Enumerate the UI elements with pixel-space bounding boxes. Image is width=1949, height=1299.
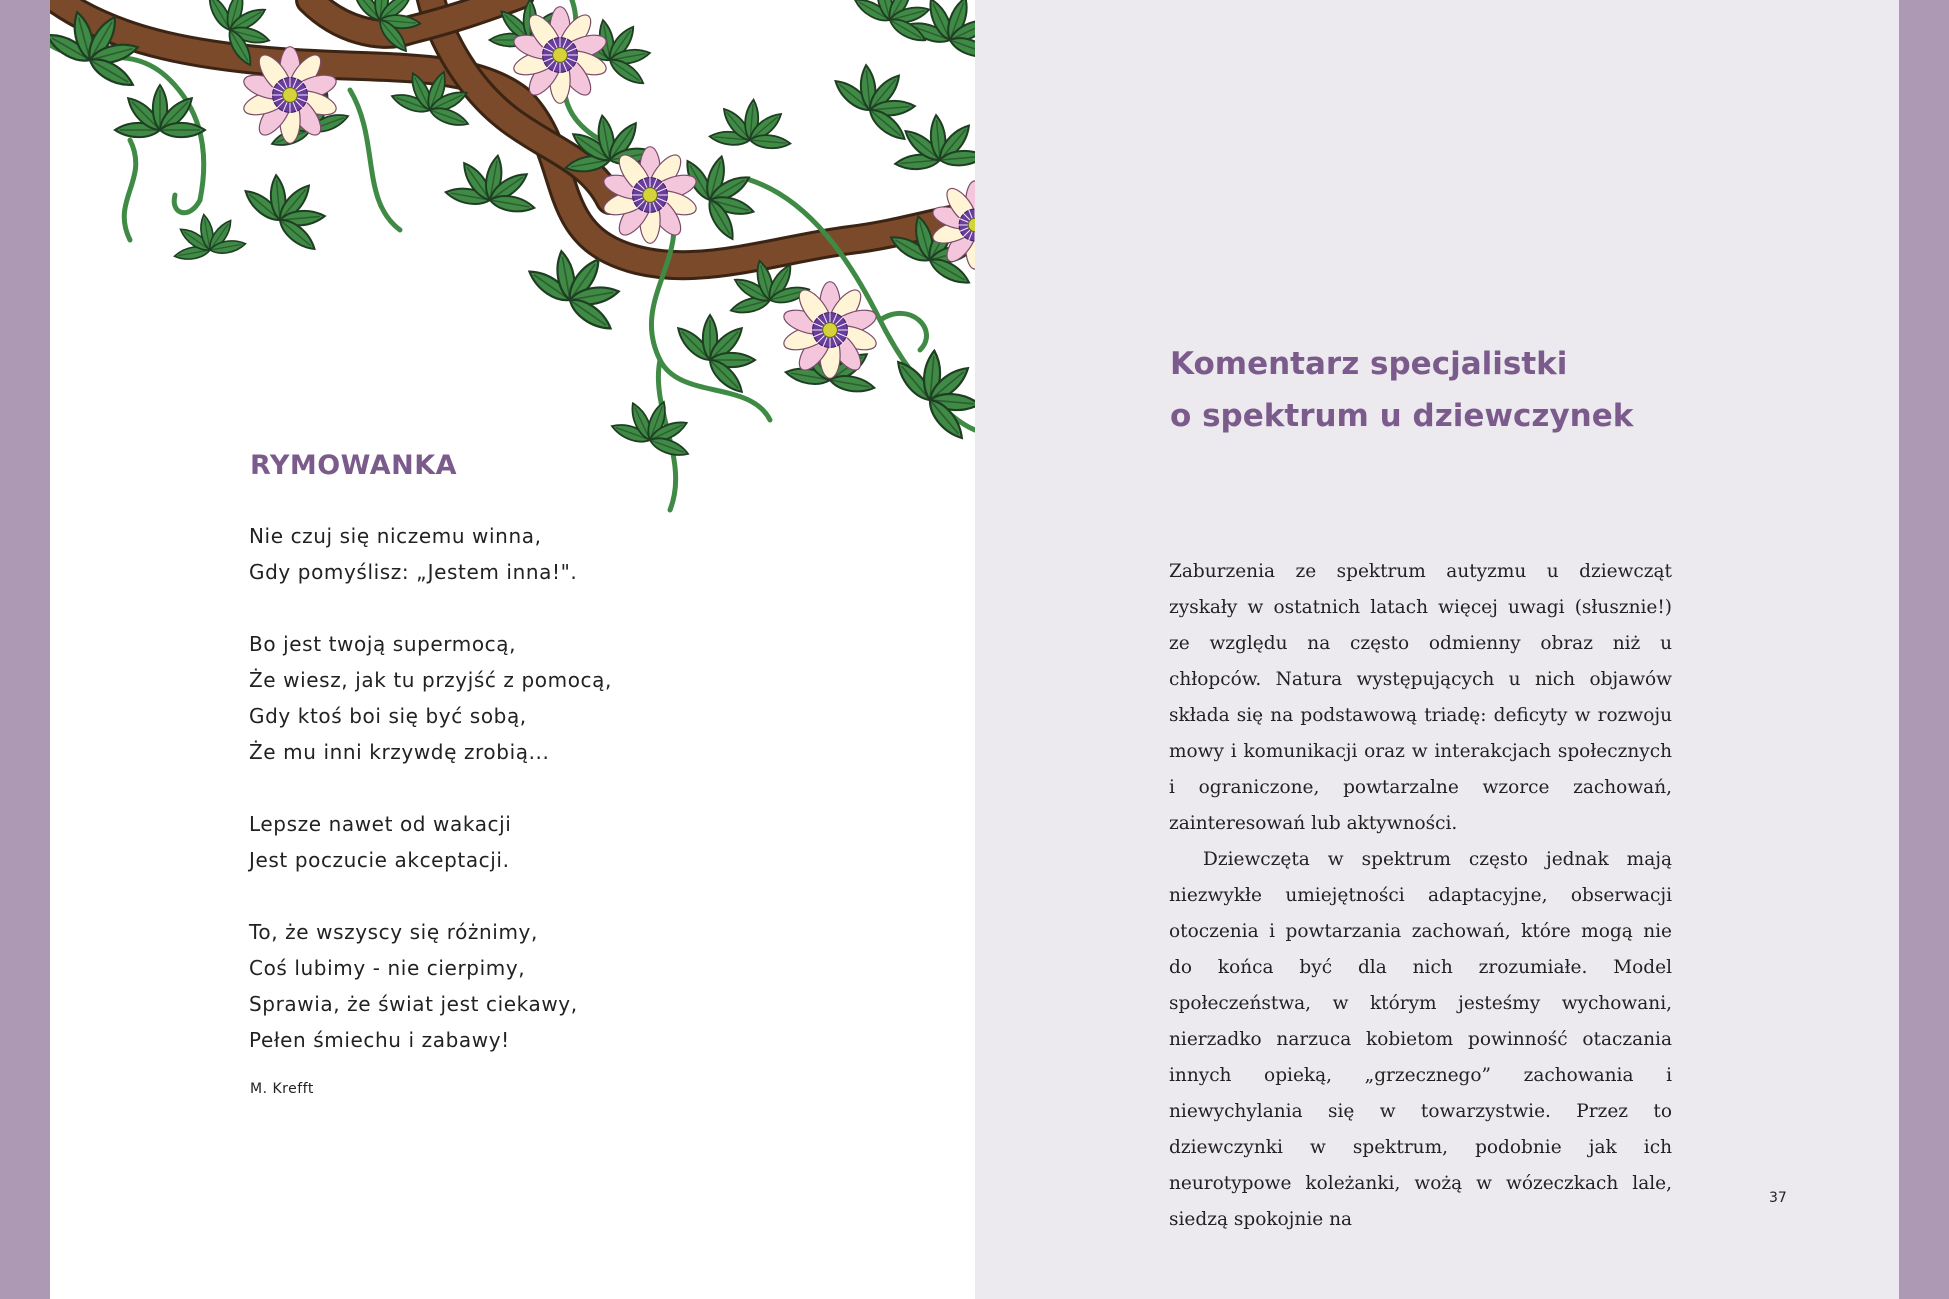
poem-line: Nie czuj się niczemu winna, (249, 524, 542, 548)
poem-line: Gdy pomyślisz: „Jestem inna!". (249, 560, 578, 584)
poem-line: Jest poczucie akceptacji. (249, 848, 510, 872)
poem-line: Że wiesz, jak tu przyjść z pomocą, (249, 668, 612, 692)
leaf-cluster (438, 148, 538, 229)
leaf-cluster (230, 163, 337, 256)
poem-stanza-3 (249, 806, 849, 878)
poem-line: Bo jest twoją supermocą, (249, 632, 517, 656)
vine-tendril (174, 195, 200, 213)
vine-tendril (350, 90, 400, 230)
poem-line: Że mu inni krzywdę zrobią... (249, 740, 550, 764)
leaf-cluster (161, 201, 250, 283)
commentary-body (1169, 554, 1672, 1238)
poem-stanza-1 (249, 518, 849, 590)
vine-branch (310, 0, 520, 34)
poem-author: M. Krefft (250, 1081, 314, 1097)
poem-stanza-2 (249, 626, 849, 770)
poem-line: Sprawia, że świat jest ciekawy, (249, 992, 578, 1016)
poem-line: To, że wszyscy się różnimy, (249, 920, 538, 944)
leaf-cluster (701, 91, 794, 170)
leaf-cluster (660, 301, 769, 399)
leaf-cluster (875, 333, 975, 446)
vine-tendril (124, 140, 136, 240)
poem (249, 518, 849, 1094)
commentary-heading-line-2: o spektrum u dziewczynek (1170, 398, 1634, 434)
left-page (50, 0, 975, 1299)
page-number: 37 (1769, 1190, 1787, 1206)
poem-line: Lepsze nawet od wakacji (249, 812, 512, 836)
commentary-heading-line-1: Komentarz specjalistki (1170, 346, 1568, 382)
commentary-heading (1170, 338, 1633, 442)
poem-line: Coś lubimy - nie cierpimy, (249, 956, 526, 980)
passionflower-vine-illustration (50, 0, 975, 530)
poem-title: RYMOWANKA (250, 450, 458, 481)
right-page (975, 0, 1899, 1299)
poem-line: Pełen śmiechu i zabawy! (249, 1028, 510, 1052)
leaf-cluster (610, 400, 691, 460)
commentary-paragraph-2: Dziewczęta w spektrum często jednak mają niezwykłe umiejętności adaptacyjne, obserwacji otoczenia i powtarzania zachowań, które mogą nie do końca być dla nich zrozumiałe. Model społeczeństwa, w którym jesteśmy wychowani, nierzadko narzuca kobietom powinność otaczania innych opieką, „grzecznego” zachowania i niewychylania się w towarzystwie. Przez to dziewczynki w spektrum, podobnie jak ich neurotypowe koleżanki, wożą w wózeczkach lale, siedzą spokojnie na (1169, 849, 1672, 1230)
poem-stanza-4 (249, 914, 849, 1058)
poem-line: Gdy ktoś boi się być sobą, (249, 704, 527, 728)
commentary-paragraph-1: Zaburzenia ze spektrum autyzmu u dziewcząt zyskały w ostatnich latach więcej uwagi (słusznie!) ze względu na często odmienny obraz niż u chłopców. Natura występujących u nich objawów składa się na podstawową triadę: deficyty w rozwoju mowy i komunikacji oraz w interakcjach społecznych i ograniczone, powtarzalne wzorce zachowań, zainteresowań lub aktywności. (1169, 561, 1672, 834)
